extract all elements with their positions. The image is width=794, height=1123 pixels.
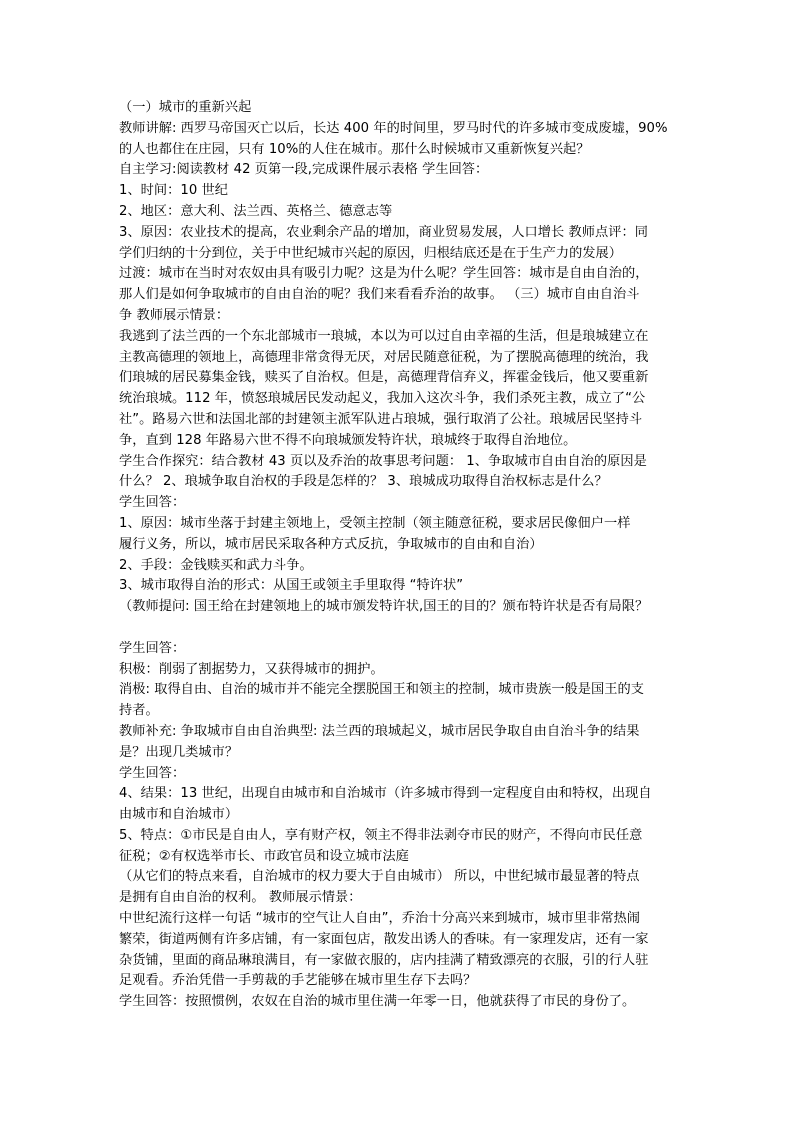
text-line: 杂货铺，里面的商品琳琅满目，有一家做衣服的，店内挂满了精致漂亮的衣服，引的行人驻 <box>119 952 649 968</box>
text-line: 2、地区：意大利、法兰西、英格兰、德意志等 <box>119 203 393 219</box>
text-line: 5、特点：①市民是自由人，享有财产权，领主不得非法剥夺市民的财产，不得向市民任意 <box>119 827 643 843</box>
text-line: 过渡：城市在当时对农奴由具有吸引力呢？这是为什么呢？学生回答：城市是自由自治的， <box>119 266 649 282</box>
text-line: 繁荣，街道两侧有许多店铺，有一家面包店，散发出诱人的香味。有一家理发店，还有一家 <box>119 931 649 947</box>
text-line: 4、结果：13 世纪，出现自由城市和自治城市（许多城市得到一定程度自由和特权，出现自 <box>119 786 652 802</box>
text-line: 学生回答： <box>119 765 186 781</box>
text-line: 争，直到 128 年路易六世不得不向琅城颁发特许状，琅城终于取得自治地位。 <box>119 432 577 448</box>
text-line: 学们归纳的十分到位，关于中世纪城市兴起的原因，归根结底还是在于生产力的发展） <box>119 245 623 261</box>
text-line: 消极: 取得自由、自治的城市并不能完全摆脱国王和领主的控制，城市贵族一般是国王的支 <box>119 682 644 698</box>
text-line: 统治琅城。112 年，愤怒琅城居民发动起义，我加入这次斗争，我们杀死主教，成立了“公 <box>119 391 646 407</box>
text-line: 1、时间：10 世纪 <box>119 183 228 199</box>
text-line: 持者。 <box>119 703 159 719</box>
text-line: 学生回答： <box>119 495 186 511</box>
text-line: 是？出现几类城市？ <box>119 744 239 760</box>
text-line: 们琅城的居民募集金钱，赎买了自治权。但是，高德理背信弃义，挥霍金钱后，他又要重新 <box>119 370 649 386</box>
text-line: 学生回答：按照惯例，农奴在自治的城市里住满一年零一日，他就获得了市民的身份了。 <box>119 994 636 1010</box>
text-line: 主教高德理的领地上，高德理非常贪得无厌，对居民随意征税，为了摆脱高德理的统治，我 <box>119 349 649 365</box>
text-line: 2、手段：金钱赎买和武力斗争。 <box>119 557 313 573</box>
text-line: 积极：削弱了割据势力，又获得城市的拥护。 <box>119 661 384 677</box>
text-line: 学生合作探究：结合教材 43 页以及乔治的故事思考问题： 1、争取城市自由自治的原因是 <box>119 453 647 469</box>
text-line: （一）城市的重新兴起 <box>119 100 252 115</box>
text-line: 中世纪流行这样一句话 “城市的空气让人自由”，乔治十分高兴来到城市，城市里非常热闹 <box>119 911 641 927</box>
text-line: 足观看。乔治凭借一手剪裁的手艺能够在城市里生存下去吗？ <box>119 973 477 989</box>
text-line: 学生回答： <box>119 640 186 656</box>
text-line: 征税；②有权选举市长、市政官员和设立城市法庭 <box>119 848 409 864</box>
text-line: 争 教师展示情景： <box>119 307 230 323</box>
blank-line <box>119 618 679 639</box>
text-line: 3、城市取得自治的形式：从国王或领主手里取得 “特许状” <box>119 578 464 594</box>
text-line: 什么？ 2、琅城争取自治权的手段是怎样的？ 3、琅城成功取得自治权标志是什么？ <box>119 474 608 490</box>
text-line: 3、原因：农业技术的提高，农业剩余产品的增加，商业贸易发展，人口增长 教师点评：同 <box>119 224 648 240</box>
text-line: 是拥有自由自治的权利。 教师展示情景： <box>119 890 362 906</box>
text-line: 1、原因：城市坐落于封建主领地上，受领主控制（领主随意征税，要求居民像佃户一样 <box>119 515 631 531</box>
document-body <box>119 98 679 1013</box>
text-line: （教师提问: 国王给在封建领地上的城市颁发特许状,国王的目的？颁布特许状是否有局限？ <box>119 599 649 615</box>
text-line: （从它们的特点来看，自治城市的权力要大于自由城市） 所以，中世纪城市最显著的特点 <box>119 869 640 885</box>
text-line: 那人们是如何争取城市的自由自治的呢？我们来看看乔治的故事。 （三）城市自由自治斗 <box>119 287 640 303</box>
text-line: 由城市和自治城市） <box>119 807 239 823</box>
text-line: 自主学习:阅读教材 42 页第一段,完成课件展示表格 学生回答： <box>119 162 489 178</box>
text-line: 教师讲解: 西罗马帝国灭亡以后，长达 400 年的时间里，罗马时代的许多城市变成废墟，90% <box>119 120 668 136</box>
text-line: 的人也都住在庄园，只有 10%的人住在城市。那什么时候城市又重新恢复兴起？ <box>119 141 590 157</box>
text-line: 教师补充: 争取城市自由自治典型: 法兰西的琅城起义，城市居民争取自由自治斗争的结果 <box>119 723 640 739</box>
text-line: 履行义务，所以，城市居民采取各种方式反抗，争取城市的自由和自治） <box>119 536 543 552</box>
text-line: 社”。路易六世和法国北部的封建领主派军队进占琅城，强行取消了公社。琅城居民坚持斗 <box>119 411 643 427</box>
text-line: 我逃到了法兰西的一个东北部城市一琅城，本以为可以过自由幸福的生活，但是琅城建立在 <box>119 328 649 344</box>
